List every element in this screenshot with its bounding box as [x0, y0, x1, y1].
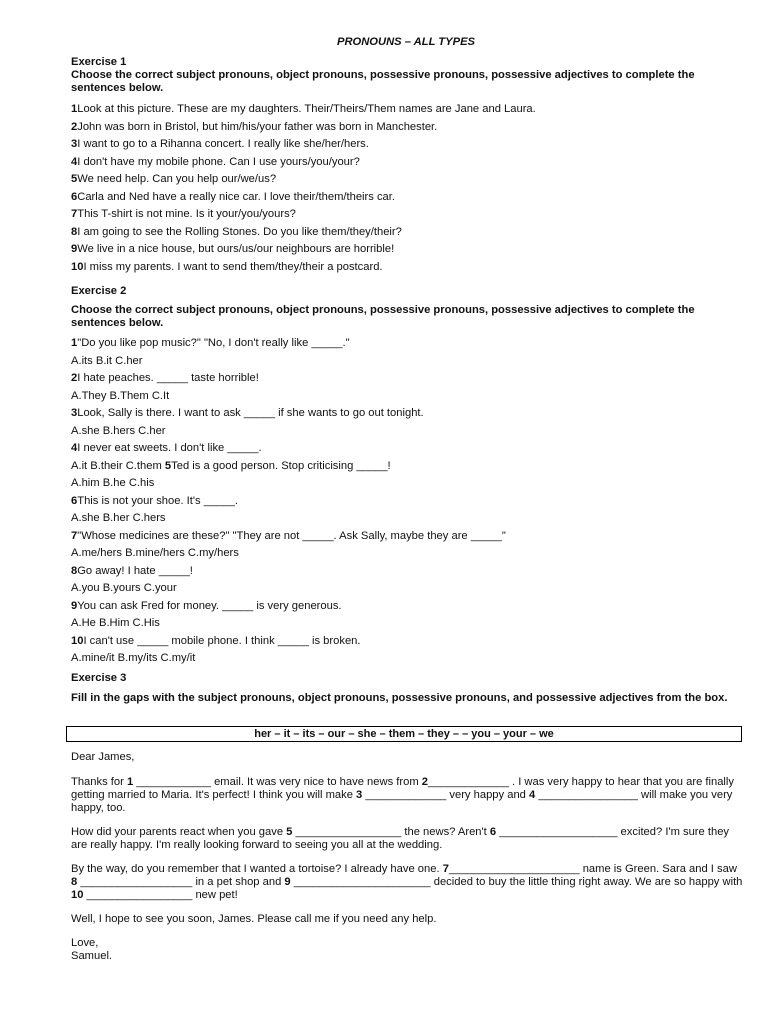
exercise-2	[71, 285, 743, 668]
item-number: 3	[71, 138, 78, 150]
letter-greeting: Dear James,	[71, 751, 135, 763]
item-text: I miss my parents. I want to send them/they/their a postcard.	[83, 260, 383, 273]
exercise-2-options	[71, 353, 743, 371]
exercise-1-item	[71, 224, 743, 242]
item-text: You can ask Fred for money. _____ is very generous.	[77, 599, 342, 612]
item-number: 9	[71, 243, 78, 255]
letter-text: ___________________ excited? I'm sure they are really happy. I'm really looking forward to seeing you all at the wedding.	[71, 826, 730, 851]
item-text: A.it B.their C.them	[71, 459, 165, 472]
exercise-2-options	[71, 475, 743, 493]
exercise-1-item	[71, 101, 743, 119]
gap-number: 2	[421, 776, 428, 788]
gap-number: 1	[126, 776, 134, 788]
exercise-1-heading: Exercise 1	[71, 56, 127, 68]
letter-text: _________________ the news? Aren't	[292, 826, 490, 838]
item-text: I am going to see the Rolling Stones. Do you like them/they/their?	[77, 225, 402, 238]
exercise-2-question	[71, 633, 743, 651]
item-number: 10	[71, 634, 84, 647]
exercise-1-item	[71, 119, 743, 137]
exercise-2-question	[71, 528, 743, 546]
word-box: her – it – its – our – she – them – they – – you – your – we	[66, 726, 742, 742]
item-number: 8	[71, 564, 78, 577]
item-number: 7	[71, 208, 78, 220]
item-text: "Do you like pop music?" "No, I don't really like _____."	[77, 337, 350, 349]
item-text: We need help. Can you help our/we/us?	[77, 173, 277, 185]
letter-text: _____________ . I was very happy to hear that you are finally getting married to Maria. It's perfect! I think you will make	[71, 776, 734, 801]
item-text: I hate peaches. _____ taste horrible!	[77, 372, 259, 384]
item-text: A.him B.he C.his	[71, 477, 155, 489]
exercise-2-options	[71, 545, 743, 563]
exercise-2-question	[71, 405, 743, 423]
exercise-3-instruction: Fill in the gaps with the subject pronouns, object pronouns, possessive pronouns, and possessive adjectives from the box.	[71, 692, 728, 704]
exercise-2-question	[71, 598, 743, 616]
exercise-1-item	[71, 241, 743, 259]
exercise-1-instruction: Choose the correct subject pronouns, object pronouns, possessive pronouns, possessive adjectives to complete the sentences below.	[71, 69, 695, 94]
exercise-2-options	[71, 650, 743, 668]
exercise-2-list	[71, 335, 743, 668]
item-text: A.me/hers B.mine/hers C.my/hers	[71, 547, 239, 559]
exercise-3	[71, 672, 743, 705]
exercise-2-question	[71, 563, 743, 581]
exercise-1-item	[71, 171, 743, 189]
exercise-1-item	[71, 136, 743, 154]
exercise-1-list	[71, 101, 743, 276]
exercise-3-heading: Exercise 3	[71, 672, 127, 684]
item-number: 4	[71, 155, 78, 168]
item-number: 5	[71, 173, 78, 185]
exercise-2-options	[71, 580, 743, 598]
item-text: A.you B.yours C.your	[71, 582, 177, 594]
gap-number: 10	[71, 889, 84, 901]
item-number: 1	[71, 337, 78, 349]
letter-closing: Love,	[71, 937, 99, 949]
item-text: I don't have my mobile phone. Can I use yours/you/your?	[77, 155, 360, 168]
exercise-1-item	[71, 154, 743, 172]
exercise-2-question	[71, 440, 743, 458]
letter-paragraph-2	[71, 826, 743, 852]
gap-number: 6	[489, 826, 497, 838]
exercise-2-options	[71, 458, 743, 476]
letter-paragraph-1	[71, 776, 743, 815]
letter-text: By the way, do you remember that I wanted a tortoise? I already have one.	[71, 863, 443, 875]
item-text: A.she B.hers C.her	[71, 424, 166, 437]
item-text: Ted is a good person. Stop criticising _____!	[171, 459, 391, 472]
item-number: 6	[71, 494, 78, 507]
exercise-1-item	[71, 259, 743, 277]
exercise-2-instruction: Choose the correct subject pronouns, object pronouns, possessive pronouns, possessive adjectives to complete the sentences below.	[71, 304, 695, 329]
exercise-1-item	[71, 189, 743, 207]
letter-text: How did your parents react when you gave	[71, 826, 287, 838]
letter-signature: Samuel.	[71, 950, 113, 962]
item-text: I can't use _____ mobile phone. I think _____ is broken.	[83, 634, 361, 647]
gap-number: 7	[442, 863, 449, 875]
exercise-2-question	[71, 335, 743, 353]
item-text: This T-shirt is not mine. Is it your/you/yours?	[77, 208, 296, 220]
item-text: We live in a nice house, but ours/us/our neighbours are horrible!	[77, 243, 395, 255]
item-number: 10	[71, 260, 84, 273]
item-number: 6	[71, 190, 78, 203]
item-number: 2	[71, 120, 78, 133]
item-text: Go away! I hate _____!	[77, 564, 193, 577]
item-text: Look at this picture. These are my daughters. Their/Theirs/Them names are Jane and Laura.	[77, 103, 536, 115]
exercise-2-question	[71, 493, 743, 511]
item-text: I want to go to a Rihanna concert. I really like she/her/hers.	[77, 138, 369, 150]
item-number: 3	[71, 407, 78, 419]
item-number: 7	[71, 529, 78, 542]
item-number: 2	[71, 372, 78, 384]
item-text: A.its B.it C.her	[71, 354, 143, 367]
item-text: A.she B.her C.hers	[71, 512, 166, 524]
letter-text: _____________ very happy and	[362, 789, 529, 801]
exercise-2-heading: Exercise 2	[71, 285, 127, 297]
item-text: This is not your shoe. It's _____.	[77, 494, 238, 507]
item-text: "Whose medicines are these?" "They are not _____. Ask Sally, maybe they are _____"	[77, 529, 506, 542]
item-text: John was born in Bristol, but him/his/your father was born in Manchester.	[77, 120, 438, 133]
gap-number: 5	[286, 826, 293, 838]
letter-text: ____________ email. It was very nice to have news from	[133, 776, 422, 788]
letter-text: __________________ in a pet shop and	[77, 876, 285, 888]
exercise-2-options	[71, 510, 743, 528]
item-number: 9	[71, 599, 78, 612]
page-title: PRONOUNS – ALL TYPES	[336, 36, 475, 48]
letter	[71, 751, 743, 963]
letter-text: _____________________ name is Green. Sara and I saw	[448, 863, 737, 875]
gap-number: 4	[529, 789, 536, 801]
letter-text: ________________ will make you very happy, too.	[71, 789, 733, 814]
letter-text: Thanks for	[71, 776, 127, 788]
item-number: 1	[71, 103, 78, 115]
letter-paragraph-4: Well, I hope to see you soon, James. Please call me if you need any help.	[71, 913, 437, 925]
item-text: A.mine/it B.my/its C.my/it	[71, 652, 196, 664]
exercise-2-options	[71, 423, 743, 441]
letter-text: _________________ new pet!	[83, 889, 238, 901]
item-text: A.They B.Them C.It	[71, 389, 170, 402]
gap-number: 3	[356, 789, 363, 801]
exercise-2-options	[71, 615, 743, 633]
exercise-1-item	[71, 206, 743, 224]
item-number: 8	[71, 225, 78, 238]
item-text: Look, Sally is there. I want to ask _____ if she wants to go out tonight.	[77, 407, 424, 419]
item-text: Carla and Ned have a really nice car. I love their/them/theirs car.	[77, 190, 395, 203]
item-text: I never eat sweets. I don't like _____.	[77, 442, 262, 454]
letter-paragraph-3	[71, 863, 743, 902]
letter-text: ______________________ decided to buy the little thing right away. We are so happy with	[290, 876, 743, 888]
item-text: A.He B.Him C.His	[71, 617, 160, 629]
item-number: 5	[164, 459, 172, 472]
gap-number: 9	[284, 876, 291, 888]
exercise-2-options	[71, 388, 743, 406]
exercise-2-question	[71, 370, 743, 388]
gap-number: 8	[71, 876, 78, 888]
exercise-1	[71, 56, 743, 276]
item-number: 4	[71, 442, 78, 454]
